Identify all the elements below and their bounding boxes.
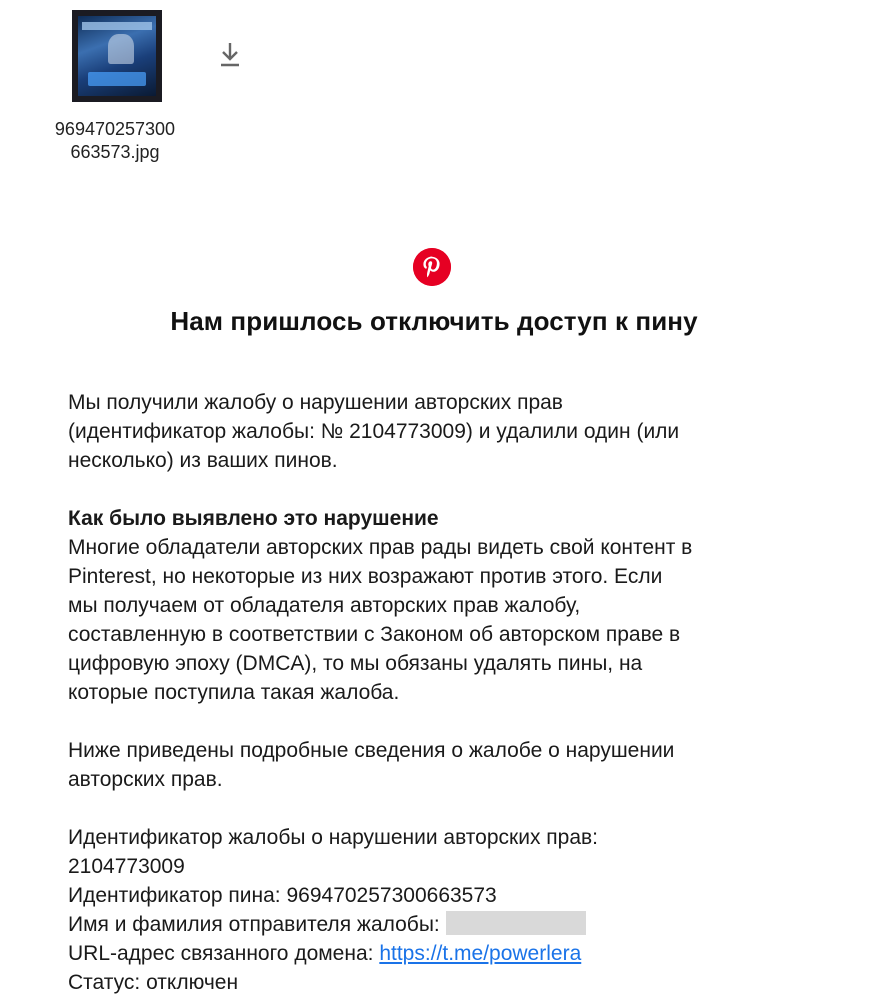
section-paragraph [68, 504, 848, 707]
email-headline: Нам пришлось отключить доступ к пину [170, 306, 698, 336]
section-line: цифровую эпоху (DMCA), то мы обязаны удалять пины, на [68, 652, 643, 675]
details-list [68, 823, 848, 997]
sender-label: Имя и фамилия отправителя жалобы: [68, 913, 440, 936]
intro-paragraph [68, 388, 848, 475]
details-intro-line: Ниже приведены подробные сведения о жалобе о нарушении [68, 739, 675, 762]
intro-line: Мы получили жалобу о нарушении авторских прав [68, 391, 563, 414]
section-line: составленную в соответствии с Законом об авторском праве в [68, 623, 681, 646]
section-line: мы получаем от обладателя авторских прав жалобу, [68, 594, 581, 617]
intro-line: несколько) из ваших пинов. [68, 449, 338, 472]
pin-id-label: Идентификатор пина: [68, 884, 281, 907]
section-line: которые поступила такая жалоба. [68, 681, 400, 704]
section-line: Многие обладатели авторских прав рады видеть свой контент в [68, 536, 693, 559]
claim-id-label: Идентификатор жалобы о нарушении авторских прав: [68, 826, 599, 849]
filename-line-1: 969470257300 [54, 119, 176, 139]
status-value: отключен [146, 971, 239, 994]
claim-id-value: 2104773009 [68, 855, 185, 878]
attachment-filename[interactable] [40, 118, 190, 164]
status-row [68, 968, 848, 997]
download-icon[interactable] [216, 40, 244, 70]
section-line: Pinterest, но некоторые из них возражают против этого. Если [68, 565, 663, 588]
intro-line: (идентификатор жалобы: № 2104773009) и удалили один (или [68, 420, 680, 443]
status-label: Статус: [68, 971, 141, 994]
domain-row [68, 939, 848, 968]
pin-id-row [68, 881, 848, 910]
filename-line-2: 663573.jpg [70, 142, 160, 162]
email-body [68, 388, 848, 997]
sender-row [68, 910, 848, 939]
image-thumbnail[interactable] [72, 10, 162, 102]
redacted-sender-name [446, 911, 586, 935]
pin-id-value: 969470257300663573 [286, 884, 497, 907]
details-intro-line: авторских прав. [68, 768, 223, 791]
details-intro-paragraph [68, 736, 848, 794]
domain-label: URL-адрес связанного домена: [68, 942, 374, 965]
domain-link[interactable]: https://t.me/powerlera [379, 942, 582, 965]
thumbnail-image [78, 16, 156, 96]
pinterest-logo-icon [413, 248, 451, 286]
section-title: Как было выявлено это нарушение [68, 507, 439, 530]
